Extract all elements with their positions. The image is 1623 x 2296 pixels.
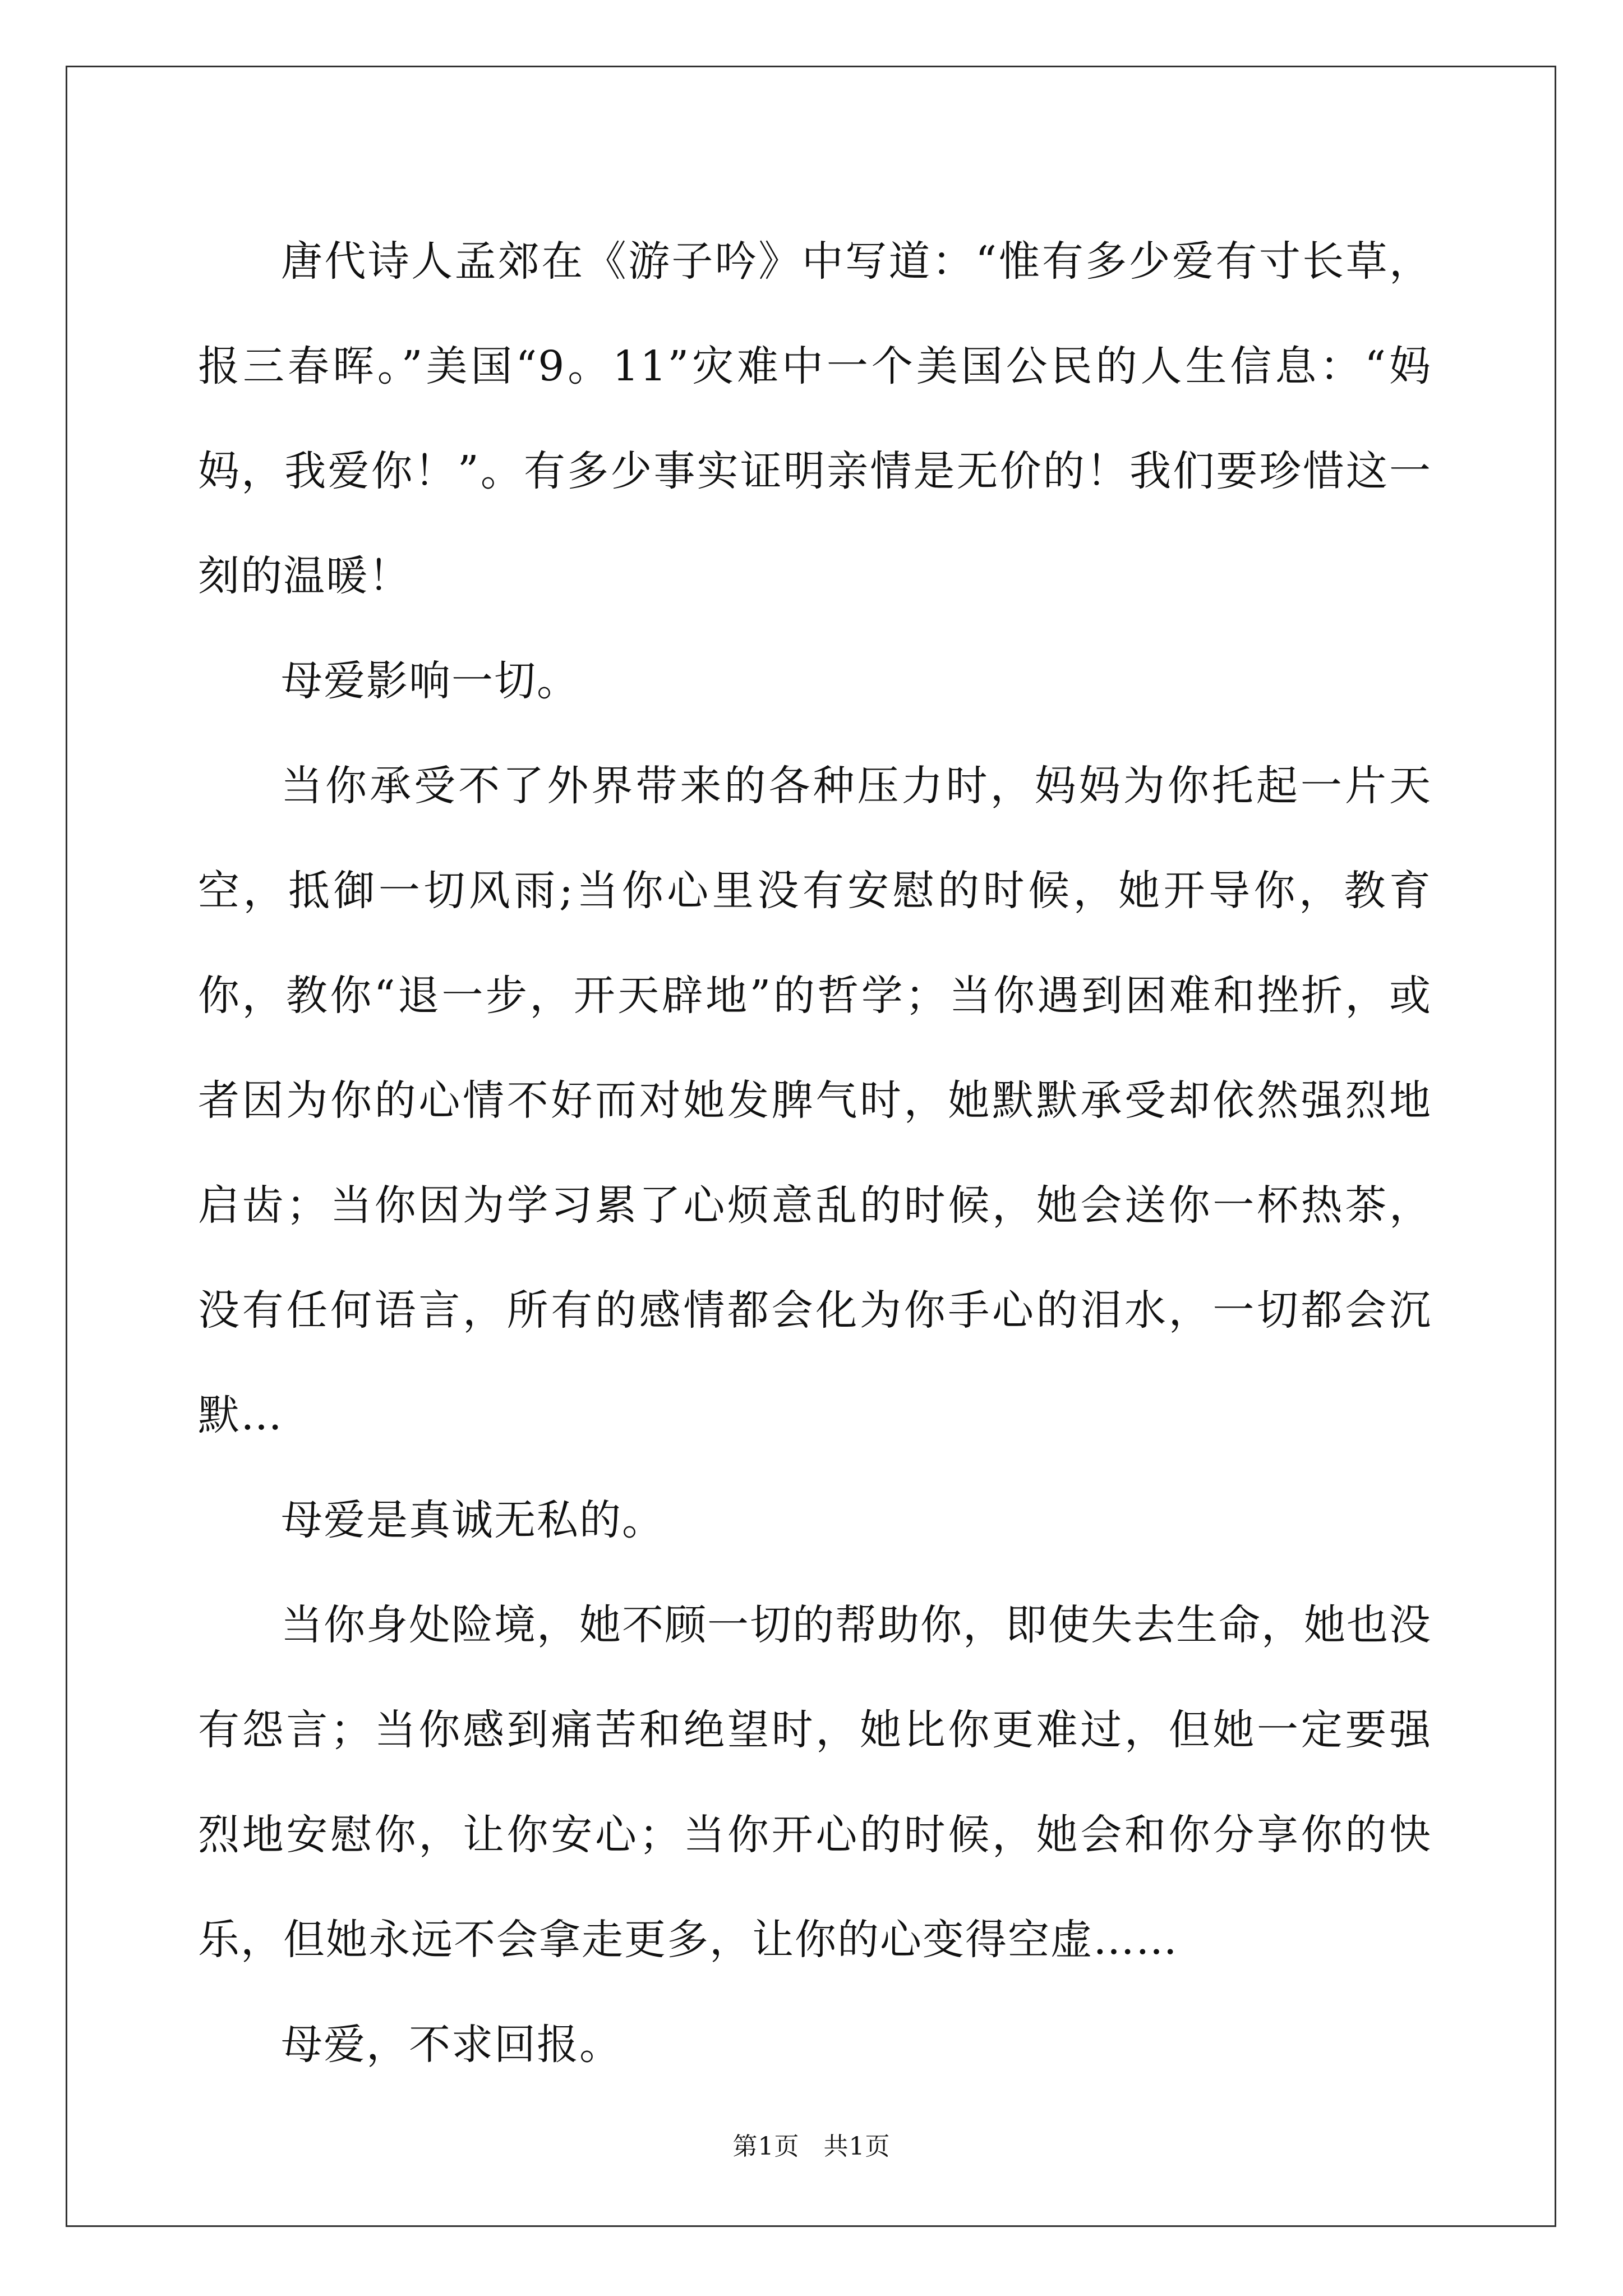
total-pages: 共1页 bbox=[823, 2132, 891, 2161]
paragraph-1: 唐代诗人孟郊在《游子吟》中写道：“惟有多少爱有寸长草，报三春晖。”美国“9。11”灾难中一个美国公民的人生信息：“妈妈，我爱你！”。有多少事实证明亲情是无价的！我们要珍惜这一刻的温暖！ bbox=[198, 237, 1432, 600]
paragraph-3: 当你承受不了外界带来的各种压力时，妈妈为你托起一片天空，抵御一切风雨;当你心里没有安慰的时候，她开导你，教育你，教你“退一步，开天辟地”的哲学；当你遇到困难和挫折，或者因为你的心情不好而对她发脾气时，她默默承受却依然强烈地启齿；当你因为学习累了心烦意乱的时候，她会送你一杯热茶，没有任何语言，所有的感情都会化为你手心的泪水，一切都会沉默… bbox=[198, 762, 1432, 1439]
page-footer bbox=[0, 2126, 1623, 2162]
paragraph-2: 母爱影响一切。 bbox=[281, 657, 579, 705]
page-number: 第1页 bbox=[732, 2132, 800, 2161]
paragraph-6: 母爱，不求回报。 bbox=[281, 2021, 622, 2069]
paragraph-5: 当你身处险境，她不顾一切的帮助你，即使失去生命，她也没有怨言；当你感到痛苦和绝望时，她比你更难过，但她一定要强烈地安慰你，让你安心；当你开心的时候，她会和你分享你的快乐，但她永远不会拿走更多，让你的心变得空虚…… bbox=[198, 1601, 1432, 1964]
paragraph-4: 母爱是真诚无私的。 bbox=[281, 1496, 665, 1544]
document-body bbox=[198, 209, 1432, 2097]
